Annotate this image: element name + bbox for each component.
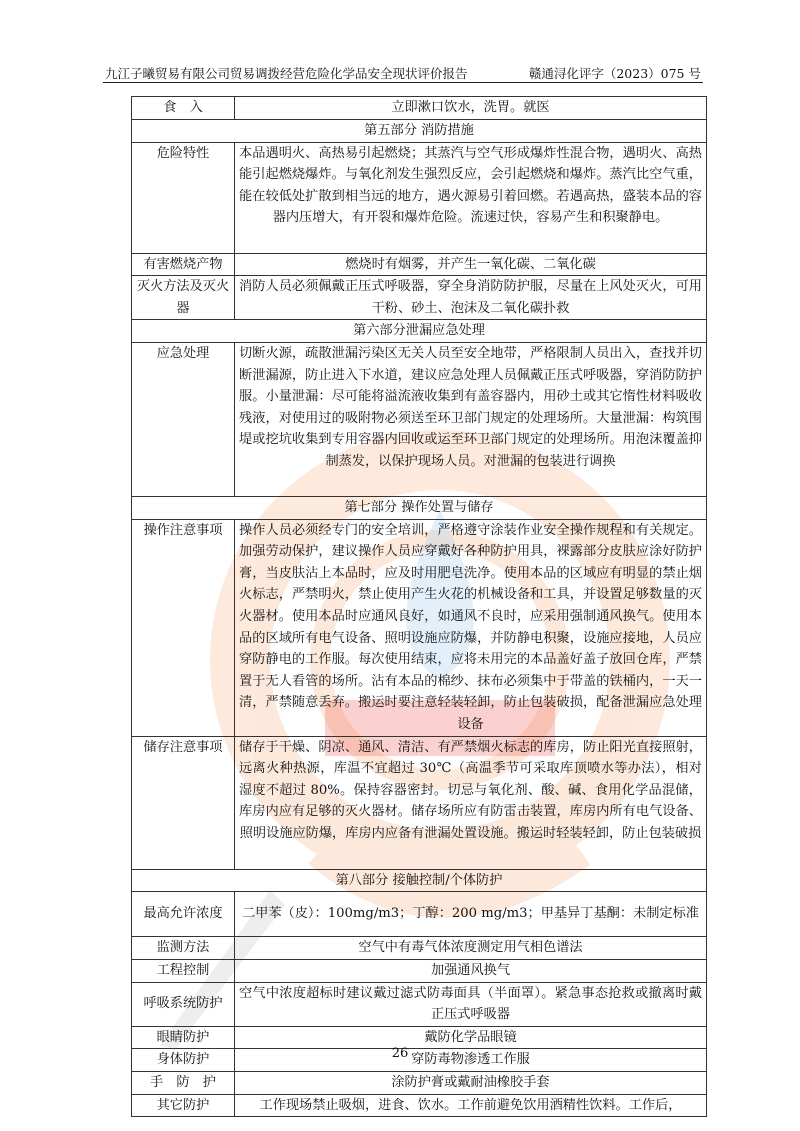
page-header xyxy=(103,62,703,83)
eye-label: 眼睛防护 xyxy=(132,1026,235,1049)
table-row xyxy=(132,342,707,496)
emergency-label: 应急处理 xyxy=(132,342,235,496)
emergency-value: 切断火源，疏散泄漏污染区无关人员至安全地带，严格限制人员出入，查找并切断泄漏源，防止进入下水道，建议应急处理人员佩戴正压式呼吸器，穿消防防护服。小量泄漏：尽可能将溢流液收集到有盖容器内，用砂土或其它惰性材料吸收残液，对使用过的吸附物必须送至环卫部门规定的处理场所。大量泄漏：构筑围堤或挖坑收集到专用容器内回收或运至环卫部门规定的处理场所。用泡沫覆盖抑制蒸发，以保护现场人员。对泄漏的包装进行调换 xyxy=(235,342,707,496)
storage-label: 储存注意事项 xyxy=(132,736,235,869)
page-number: 26 xyxy=(391,1046,409,1061)
combustion-value: 燃烧时有烟雾，并产生一氧化碳、二氧化碳 xyxy=(235,253,707,276)
other-value: 工作现场禁止吸烟，进食、饮水。工作前避免饮用酒精性饮料。工作后， xyxy=(235,1094,707,1117)
hazard-label: 危险特性 xyxy=(132,142,235,253)
section-row xyxy=(132,320,707,343)
extinguish-label: 灭火方法及灭火器 xyxy=(132,276,235,320)
table-row xyxy=(132,519,707,736)
table-row xyxy=(132,276,707,320)
hazard-value: 本品遇明火、高热易引起燃烧；其蒸汽与空气形成爆炸性混合物，遇明火、高热能引起燃烧爆炸。与氧化剂发生强烈反应，会引起燃烧和爆炸。蒸汽比空气重，能在较低处扩散到相当远的地方，遇火源易引着回燃。若遇高热，盛装本品的容器内压增大，有开裂和爆炸危险。流速过快，容易产生和积聚静电。 xyxy=(235,142,707,253)
hand-label: 手 防 护 xyxy=(132,1072,235,1095)
section-7-title: 第七部分 操作处置与储存 xyxy=(132,496,707,519)
safety-data-table xyxy=(131,96,707,1117)
table-row xyxy=(132,1094,707,1117)
section-row xyxy=(132,120,707,143)
body-label: 身体防护 xyxy=(132,1049,235,1072)
report-number: 赣通浔化评字（2023）075 号 xyxy=(528,66,701,81)
hand-value: 涂防护膏或戴耐油橡胶手套 xyxy=(235,1072,707,1095)
table-row xyxy=(132,142,707,253)
operation-value: 操作人员必须经专门的安全培训，严格遵守涂装作业安全操作规程和有关规定。加强劳动保护，建议操作人员应穿戴好各种防护用具，裸露部分皮肤应涂好防护膏，当皮肤沾上本品时，应及时用肥皂洗净。使用本品的区域应有明显的禁止烟火标志，严禁明火，禁止使用产生火花的机械设备和工具，并设置足够数量的灭火器材。使用本品时应通风良好，如通风不良时，应采用强制通风换气。使用本品的区域所有电气设备、照明设施应防爆，并防静电积聚，设施应接地，人员应穿防静电的工作服。每次使用结束，应将未用完的本品盖好盖子放回仓库，严禁置于无人看管的场所。沾有本品的棉纱、抹布必须集中于带盖的铁桶内，一天一清，严禁随意丢弃。搬运时要注意轻装轻卸，防止包装破损，配备泄漏应急处理设备 xyxy=(235,519,707,736)
section-8-title: 第八部分 接触控制/个体防护 xyxy=(132,869,707,892)
monitor-label: 监测方法 xyxy=(132,937,235,960)
table-row xyxy=(132,97,707,120)
operation-label: 操作注意事项 xyxy=(132,519,235,736)
table-row xyxy=(132,937,707,960)
table-row xyxy=(132,960,707,983)
eye-value: 戴防化学品眼镜 xyxy=(235,1026,707,1049)
section-6-title: 第六部分泄漏应急处理 xyxy=(132,320,707,343)
section-row xyxy=(132,869,707,892)
storage-value: 储存于干燥、阴凉、通风、清洁、有严禁烟火标志的库房，防止阳光直接照射，远离火种热源，库温不宜超过 30℃（高温季节可采取库顶喷水等办法），相对湿度不超过 80%。保持容器密封。切忌与氧化剂、酸、碱、食用化学品混储，库房内应有足够的灭火器材。储存场所应有防雷击装置，库房内所有电气设备、照明设施应防爆，库房内应备有泄漏处置设施。搬运时轻装轻卸，防止包装破损 xyxy=(235,736,707,869)
respiratory-label: 呼吸系统防护 xyxy=(132,982,235,1026)
other-label: 其它防护 xyxy=(132,1094,235,1117)
limit-value: 二甲苯（皮）：100mg/m3；丁醇：200 mg/m3；甲基异丁基酮：未制定标准 xyxy=(235,892,707,937)
ingestion-label: 食 入 xyxy=(132,97,235,120)
section-row xyxy=(132,496,707,519)
ingestion-value: 立即漱口饮水，洗胃。就医 xyxy=(235,97,707,120)
table-row xyxy=(132,892,707,937)
limit-label: 最高允许浓度 xyxy=(132,892,235,937)
combustion-label: 有害燃烧产物 xyxy=(132,253,235,276)
body-value: 穿防毒物渗透工作服 xyxy=(235,1049,707,1072)
section-5-title: 第五部分 消防措施 xyxy=(132,120,707,143)
engineering-label: 工程控制 xyxy=(132,960,235,983)
table-row xyxy=(132,736,707,869)
monitor-value: 空气中有毒气体浓度测定用气相色谱法 xyxy=(235,937,707,960)
engineering-value: 加强通风换气 xyxy=(235,960,707,983)
table-row xyxy=(132,982,707,1026)
report-title: 九江子曦贸易有限公司贸易调拨经营危险化学品安全现状评价报告 xyxy=(105,66,468,81)
table-row xyxy=(132,253,707,276)
extinguish-value: 消防人员必须佩戴正压式呼吸器，穿全身消防防护服，尽量在上风处灭火，可用干粉、砂土、泡沫及二氧化碳扑救 xyxy=(235,276,707,320)
table-row xyxy=(132,1072,707,1095)
respiratory-value: 空气中浓度超标时建议戴过滤式防毒面具（半面罩）。紧急事态抢救或撤离时戴正压式呼吸器 xyxy=(235,982,707,1026)
